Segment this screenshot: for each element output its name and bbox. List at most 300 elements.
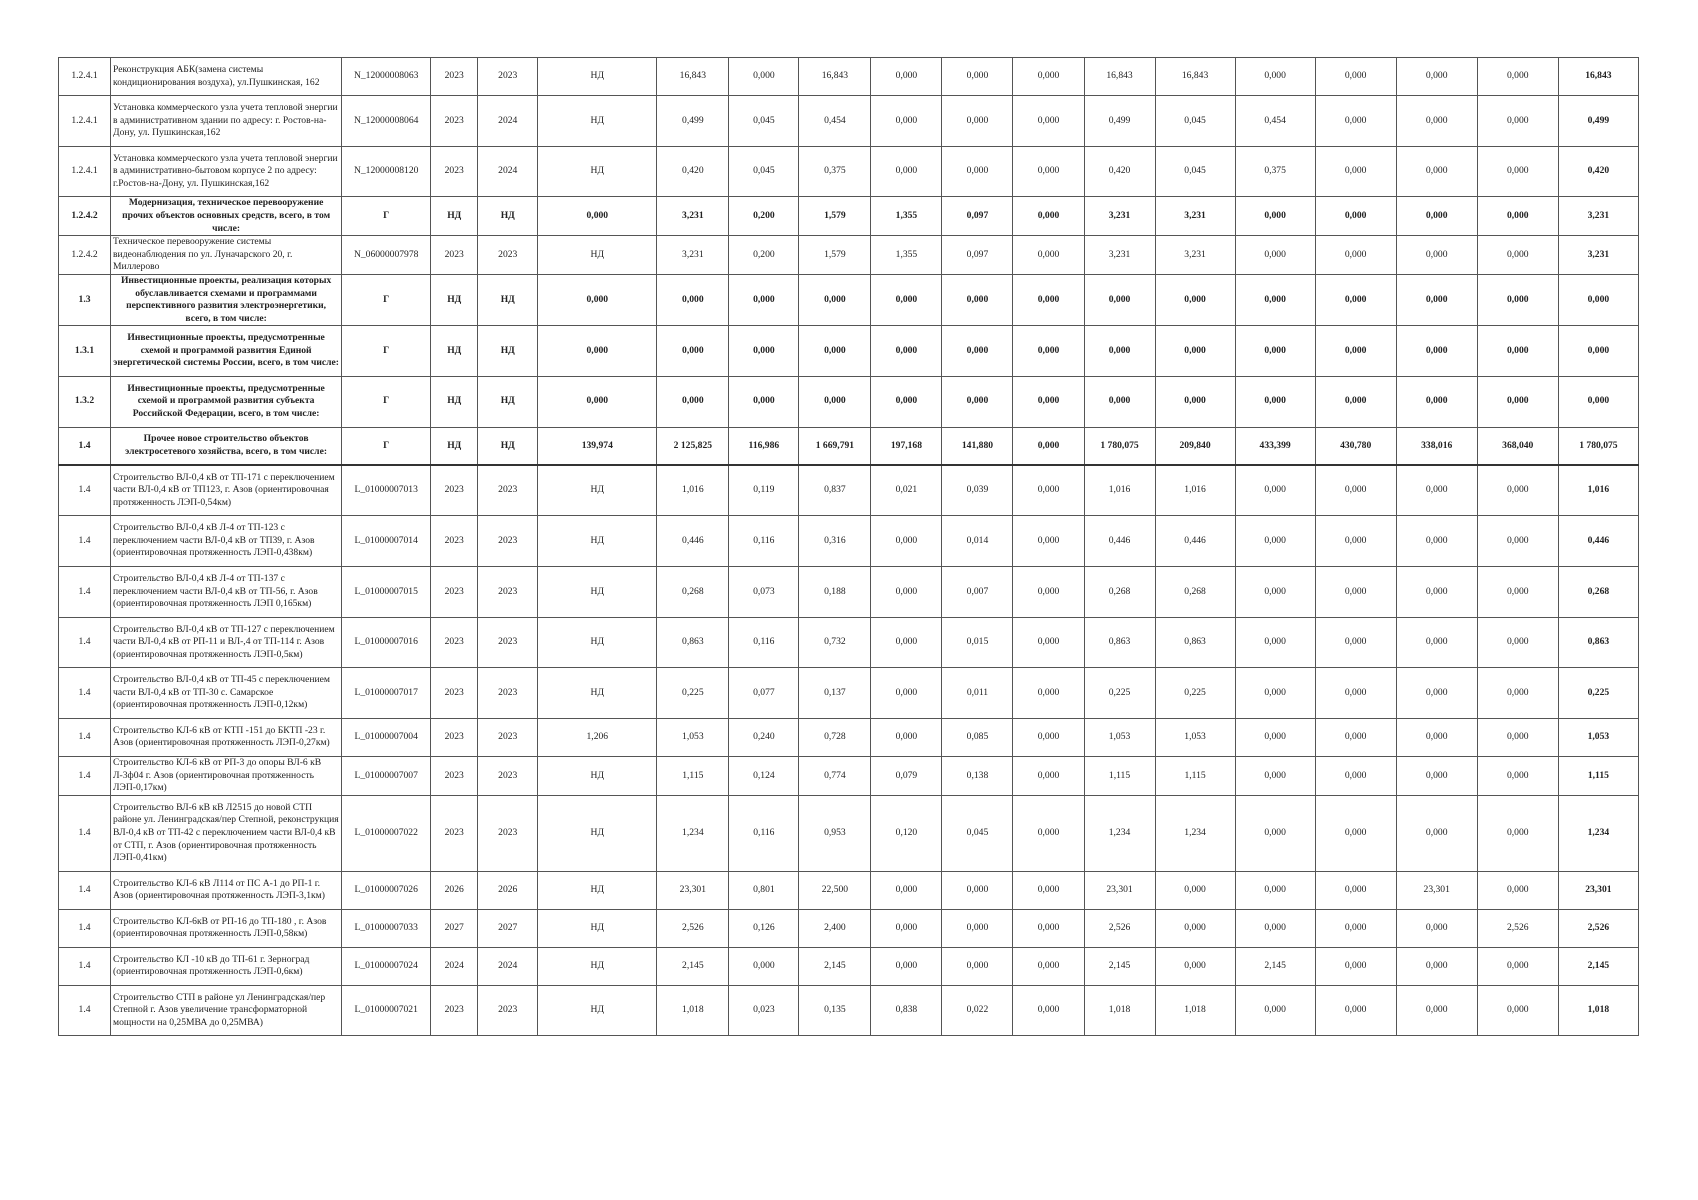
row-value: 0,000 xyxy=(1013,668,1084,719)
row-value: 0,000 xyxy=(1235,668,1315,719)
table-row xyxy=(59,718,1639,756)
row-name: Строительство КЛ-6 кВ от КТП -151 до БКТП -23 г. Азов (ориентировочная протяженность ЛЭП-0,27км) xyxy=(111,718,342,756)
row-value: 0,000 xyxy=(942,96,1013,147)
row-value: 1,206 xyxy=(538,718,657,756)
row-value: 0,000 xyxy=(1155,909,1235,947)
row-value: 0,000 xyxy=(799,274,871,325)
row-total: 0,000 xyxy=(1558,326,1638,377)
row-end-year: 2024 xyxy=(478,146,538,197)
row-value: НД xyxy=(538,617,657,668)
row-value: 0,045 xyxy=(1155,96,1235,147)
row-value: 2,145 xyxy=(1084,947,1155,985)
row-value: 0,801 xyxy=(729,871,799,909)
row-value: НД xyxy=(538,58,657,96)
row-total: 1,234 xyxy=(1558,795,1638,871)
row-value: 0,000 xyxy=(1396,947,1477,985)
row-value: 1 780,075 xyxy=(1084,427,1155,465)
row-value: 0,000 xyxy=(1235,465,1315,516)
row-value: 0,000 xyxy=(1155,376,1235,427)
row-name: Прочее новое строительство объектов электросетевого хозяйства, всего, в том числе: xyxy=(111,427,342,465)
row-total: 2,145 xyxy=(1558,947,1638,985)
row-code: 1.3 xyxy=(59,274,111,325)
row-value: 1,016 xyxy=(1155,465,1235,516)
row-value: 0,837 xyxy=(799,465,871,516)
row-value: 0,135 xyxy=(799,985,871,1036)
row-end-year: 2023 xyxy=(478,465,538,516)
row-value: 0,138 xyxy=(942,756,1013,795)
table-row xyxy=(59,756,1639,795)
row-value: 0,022 xyxy=(942,985,1013,1036)
table-row xyxy=(59,274,1639,325)
row-start-year: 2023 xyxy=(431,718,478,756)
row-value: 0,097 xyxy=(942,197,1013,236)
table-row xyxy=(59,985,1639,1036)
row-value: 3,231 xyxy=(1084,197,1155,236)
row-total: 16,843 xyxy=(1558,58,1638,96)
row-value: 0,000 xyxy=(1235,566,1315,617)
row-value: НД xyxy=(538,795,657,871)
row-code: 1.3.1 xyxy=(59,326,111,377)
row-value: 0,000 xyxy=(1396,617,1477,668)
row-value: НД xyxy=(538,871,657,909)
row-value: 0,000 xyxy=(1396,465,1477,516)
row-total: 0,225 xyxy=(1558,668,1638,719)
table-row xyxy=(59,668,1639,719)
row-value: 0,000 xyxy=(1235,617,1315,668)
row-value: 0,000 xyxy=(1477,516,1558,567)
row-value: 0,000 xyxy=(1477,566,1558,617)
row-name: Модернизация, техническое перевооружение прочих объектов основных средств, всего, в том числе: xyxy=(111,197,342,236)
row-value: НД xyxy=(538,516,657,567)
row-start-year: 2023 xyxy=(431,795,478,871)
row-value: 2,526 xyxy=(1477,909,1558,947)
row-value: 0,000 xyxy=(1396,197,1477,236)
row-start-year: 2023 xyxy=(431,96,478,147)
row-name: Инвестиционные проекты, предусмотренные схемой и программой развития субъекта Российской Федерации, всего, в том числе: xyxy=(111,376,342,427)
row-value: 0,446 xyxy=(1084,516,1155,567)
investment-table xyxy=(58,57,1639,1036)
row-value: 209,840 xyxy=(1155,427,1235,465)
row-value: 0,000 xyxy=(1235,985,1315,1036)
row-identifier: N_12000008064 xyxy=(342,96,431,147)
row-value: 0,000 xyxy=(1155,947,1235,985)
row-value: 0,838 xyxy=(871,985,942,1036)
row-value: 0,000 xyxy=(871,718,942,756)
row-end-year: 2023 xyxy=(478,795,538,871)
row-value: 0,000 xyxy=(1477,197,1558,236)
row-code: 1.2.4.1 xyxy=(59,58,111,96)
row-value: 0,039 xyxy=(942,465,1013,516)
row-value: 1,115 xyxy=(1084,756,1155,795)
table-row xyxy=(59,465,1639,516)
row-total: 23,301 xyxy=(1558,871,1638,909)
row-identifier: L_01000007026 xyxy=(342,871,431,909)
row-value: 0,000 xyxy=(657,274,729,325)
row-name: Инвестиционные проекты, предусмотренные схемой и программой развития Единой энергетической системы России, всего, в том числе: xyxy=(111,326,342,377)
row-total: 0,446 xyxy=(1558,516,1638,567)
row-value: 0,499 xyxy=(1084,96,1155,147)
row-value: 1 669,791 xyxy=(799,427,871,465)
row-value: 1,234 xyxy=(1084,795,1155,871)
row-value: 0,000 xyxy=(729,947,799,985)
row-value: 0,000 xyxy=(1155,274,1235,325)
row-start-year: НД xyxy=(431,427,478,465)
row-identifier: L_01000007004 xyxy=(342,718,431,756)
row-value: 0,000 xyxy=(1315,516,1396,567)
row-value: 0,000 xyxy=(1396,274,1477,325)
table-row xyxy=(59,947,1639,985)
row-value: 338,016 xyxy=(1396,427,1477,465)
row-total: 3,231 xyxy=(1558,197,1638,236)
row-start-year: 2023 xyxy=(431,668,478,719)
row-value: 0,000 xyxy=(1013,376,1084,427)
row-value: 0,454 xyxy=(799,96,871,147)
row-value: 3,231 xyxy=(1084,236,1155,275)
row-value: 0,137 xyxy=(799,668,871,719)
row-value: 0,015 xyxy=(942,617,1013,668)
row-value: 0,268 xyxy=(1084,566,1155,617)
row-value: 1,115 xyxy=(657,756,729,795)
row-value: 0,000 xyxy=(1477,376,1558,427)
row-value: 0,200 xyxy=(729,197,799,236)
row-start-year: НД xyxy=(431,197,478,236)
row-value: 16,843 xyxy=(799,58,871,96)
row-value: 0,200 xyxy=(729,236,799,275)
row-value: 0,000 xyxy=(1315,617,1396,668)
row-code: 1.4 xyxy=(59,756,111,795)
row-value: 0,097 xyxy=(942,236,1013,275)
row-start-year: 2023 xyxy=(431,985,478,1036)
row-value: 2 125,825 xyxy=(657,427,729,465)
row-value: 0,000 xyxy=(1396,795,1477,871)
row-code: 1.4 xyxy=(59,668,111,719)
row-name: Строительство ВЛ-0,4 кВ от ТП-171 с переключением части ВЛ-0,4 кВ от ТП123, г. Азов (ориентировочная протяженность ЛЭП-0,54км) xyxy=(111,465,342,516)
row-value: 2,400 xyxy=(799,909,871,947)
row-value: 0,000 xyxy=(942,871,1013,909)
row-identifier: L_01000007033 xyxy=(342,909,431,947)
row-value: 0,000 xyxy=(1235,516,1315,567)
row-value: 0,000 xyxy=(942,146,1013,197)
row-value: 0,000 xyxy=(1315,376,1396,427)
row-value: 0,774 xyxy=(799,756,871,795)
row-value: 0,420 xyxy=(657,146,729,197)
row-value: НД xyxy=(538,756,657,795)
row-end-year: 2023 xyxy=(478,718,538,756)
row-total: 1 780,075 xyxy=(1558,427,1638,465)
row-value: 0,000 xyxy=(871,146,942,197)
row-name: Строительство ВЛ-0,4 кВ Л-4 от ТП-137 с переключением части ВЛ-0,4 кВ от ТП-56, г. Азов (ориентировочная протяженность ЛЭП 0,165км) xyxy=(111,566,342,617)
row-name: Строительство КЛ-6 кВ от РП-3 до опоры ВЛ-6 кВ Л-3ф04 г. Азов (ориентировочная протяженность ЛЭП-0,17км) xyxy=(111,756,342,795)
row-value: 0,000 xyxy=(1477,718,1558,756)
row-total: 0,420 xyxy=(1558,146,1638,197)
row-value: 0,000 xyxy=(1477,871,1558,909)
row-value: 0,268 xyxy=(1155,566,1235,617)
row-total: 0,000 xyxy=(1558,274,1638,325)
row-value: 0,000 xyxy=(942,909,1013,947)
row-identifier: L_01000007016 xyxy=(342,617,431,668)
row-end-year: 2023 xyxy=(478,756,538,795)
row-end-year: НД xyxy=(478,427,538,465)
row-end-year: 2024 xyxy=(478,96,538,147)
row-code: 1.2.4.2 xyxy=(59,236,111,275)
row-value: 0,045 xyxy=(729,96,799,147)
row-value: 3,231 xyxy=(657,197,729,236)
row-value: 0,000 xyxy=(871,326,942,377)
row-value: 0,000 xyxy=(942,58,1013,96)
row-end-year: НД xyxy=(478,197,538,236)
row-identifier: L_01000007021 xyxy=(342,985,431,1036)
row-code: 1.4 xyxy=(59,516,111,567)
row-value: 0,000 xyxy=(1013,718,1084,756)
row-total: 1,053 xyxy=(1558,718,1638,756)
row-identifier: L_01000007014 xyxy=(342,516,431,567)
row-value: НД xyxy=(538,947,657,985)
row-total: 1,018 xyxy=(1558,985,1638,1036)
row-value: 0,000 xyxy=(1315,274,1396,325)
row-value: 0,116 xyxy=(729,516,799,567)
row-value: 1,018 xyxy=(657,985,729,1036)
row-value: 0,000 xyxy=(1235,58,1315,96)
row-value: 0,000 xyxy=(1013,326,1084,377)
row-start-year: 2023 xyxy=(431,516,478,567)
row-value: 16,843 xyxy=(1084,58,1155,96)
table-row xyxy=(59,516,1639,567)
row-value: 1,018 xyxy=(1155,985,1235,1036)
row-value: 0,000 xyxy=(1315,197,1396,236)
row-value: 0,000 xyxy=(1315,718,1396,756)
table-row xyxy=(59,427,1639,465)
row-start-year: 2023 xyxy=(431,236,478,275)
row-value: 0,000 xyxy=(1396,668,1477,719)
row-value: 0,000 xyxy=(1013,197,1084,236)
row-value: 0,000 xyxy=(1315,58,1396,96)
table-body xyxy=(59,58,1639,1036)
row-value: 0,000 xyxy=(942,326,1013,377)
row-value: 0,000 xyxy=(1315,465,1396,516)
row-value: 0,000 xyxy=(1084,326,1155,377)
row-total: 2,526 xyxy=(1558,909,1638,947)
row-value: 0,000 xyxy=(1155,326,1235,377)
row-value: НД xyxy=(538,96,657,147)
row-value: 0,000 xyxy=(1013,871,1084,909)
row-value: 0,000 xyxy=(1235,795,1315,871)
row-start-year: 2027 xyxy=(431,909,478,947)
row-start-year: 2023 xyxy=(431,617,478,668)
row-total: 0,499 xyxy=(1558,96,1638,147)
row-code: 1.4 xyxy=(59,947,111,985)
row-value: 0,000 xyxy=(1477,96,1558,147)
row-end-year: 2023 xyxy=(478,58,538,96)
row-value: 0,454 xyxy=(1235,96,1315,147)
row-value: 0,000 xyxy=(1235,236,1315,275)
row-code: 1.4 xyxy=(59,795,111,871)
row-value: 0,000 xyxy=(1396,236,1477,275)
row-value: 0,000 xyxy=(1235,376,1315,427)
row-code: 1.2.4.2 xyxy=(59,197,111,236)
row-end-year: 2027 xyxy=(478,909,538,947)
row-value: 0,000 xyxy=(871,516,942,567)
row-value: 0,000 xyxy=(538,197,657,236)
row-value: 1,018 xyxy=(1084,985,1155,1036)
row-code: 1.2.4.1 xyxy=(59,96,111,147)
row-value: 0,000 xyxy=(1396,985,1477,1036)
row-end-year: НД xyxy=(478,274,538,325)
row-value: 0,863 xyxy=(1155,617,1235,668)
row-value: 1,355 xyxy=(871,197,942,236)
row-identifier: N_06000007978 xyxy=(342,236,431,275)
row-value: 0,000 xyxy=(1315,326,1396,377)
row-total: 0,000 xyxy=(1558,376,1638,427)
row-value: 0,000 xyxy=(871,376,942,427)
row-value: НД xyxy=(538,909,657,947)
row-code: 1.4 xyxy=(59,909,111,947)
row-value: 0,446 xyxy=(1155,516,1235,567)
row-value: 0,240 xyxy=(729,718,799,756)
row-code: 1.4 xyxy=(59,617,111,668)
row-value: НД xyxy=(538,465,657,516)
row-value: 0,000 xyxy=(729,274,799,325)
row-code: 1.4 xyxy=(59,871,111,909)
row-identifier: Г xyxy=(342,197,431,236)
row-name: Строительство КЛ -10 кВ до ТП-61 г. Зерноград (ориентировочная протяженность ЛЭП-0,6км) xyxy=(111,947,342,985)
row-value: 0,120 xyxy=(871,795,942,871)
row-value: 0,073 xyxy=(729,566,799,617)
row-value: 0,000 xyxy=(1477,668,1558,719)
row-value: 0,045 xyxy=(1155,146,1235,197)
row-start-year: 2026 xyxy=(431,871,478,909)
row-value: 0,000 xyxy=(1155,871,1235,909)
row-start-year: НД xyxy=(431,376,478,427)
row-value: 0,119 xyxy=(729,465,799,516)
row-value: 0,000 xyxy=(799,326,871,377)
row-name: Техническое перевооружение системы видеонаблюдения по ул. Луначарского 20, г. Миллерово xyxy=(111,236,342,275)
row-value: 0,000 xyxy=(1013,96,1084,147)
row-value: 368,040 xyxy=(1477,427,1558,465)
row-value: 2,145 xyxy=(799,947,871,985)
table-row xyxy=(59,58,1639,96)
row-code: 1.2.4.1 xyxy=(59,146,111,197)
row-value: 16,843 xyxy=(1155,58,1235,96)
row-value: 1,053 xyxy=(1155,718,1235,756)
row-name: Инвестиционные проекты, реализация которых обуславливается схемами и программами перспективного развития электроэнергетики, всего, в том числе: xyxy=(111,274,342,325)
table-row xyxy=(59,96,1639,147)
row-value: 0,000 xyxy=(1396,376,1477,427)
row-value: 0,225 xyxy=(1084,668,1155,719)
row-value: 1,053 xyxy=(1084,718,1155,756)
row-value: 0,446 xyxy=(657,516,729,567)
row-end-year: 2023 xyxy=(478,985,538,1036)
row-value: 0,375 xyxy=(1235,146,1315,197)
row-value: 0,000 xyxy=(1477,58,1558,96)
row-value: 0,000 xyxy=(1315,566,1396,617)
row-value: 1,016 xyxy=(657,465,729,516)
table-row xyxy=(59,617,1639,668)
row-value: 1,579 xyxy=(799,197,871,236)
row-value: 23,301 xyxy=(1396,871,1477,909)
row-end-year: НД xyxy=(478,376,538,427)
row-value: 0,953 xyxy=(799,795,871,871)
row-name: Строительство КЛ-6 кВ Л114 от ПС А-1 до РП-1 г. Азов (ориентировочная протяженность ЛЭП-3,1км) xyxy=(111,871,342,909)
row-value: НД xyxy=(538,236,657,275)
row-value: 0,268 xyxy=(657,566,729,617)
row-value: 2,526 xyxy=(1084,909,1155,947)
row-code: 1.4 xyxy=(59,566,111,617)
table-row xyxy=(59,236,1639,275)
row-value: 0,000 xyxy=(871,871,942,909)
row-value: 0,021 xyxy=(871,465,942,516)
row-value: 0,000 xyxy=(729,58,799,96)
table-row xyxy=(59,197,1639,236)
row-identifier: Г xyxy=(342,274,431,325)
row-value: НД xyxy=(538,668,657,719)
row-name: Строительство ВЛ-0,4 кВ Л-4 от ТП-123 с переключением части ВЛ-0,4 кВ от ТП39, г. Азов (ориентировочная протяженность ЛЭП-0,438км) xyxy=(111,516,342,567)
row-start-year: 2024 xyxy=(431,947,478,985)
row-value: 0,000 xyxy=(1235,871,1315,909)
row-identifier: N_12000008120 xyxy=(342,146,431,197)
row-value: 1,016 xyxy=(1084,465,1155,516)
row-end-year: НД xyxy=(478,326,538,377)
row-value: 0,014 xyxy=(942,516,1013,567)
row-value: 0,000 xyxy=(1084,274,1155,325)
row-value: 0,000 xyxy=(1013,566,1084,617)
row-value: 0,000 xyxy=(1013,427,1084,465)
row-start-year: 2023 xyxy=(431,566,478,617)
row-value: 0,079 xyxy=(871,756,942,795)
row-identifier: L_01000007015 xyxy=(342,566,431,617)
row-total: 3,231 xyxy=(1558,236,1638,275)
row-value: 0,000 xyxy=(1315,909,1396,947)
row-name: Строительство СТП в районе ул Ленинградская/пер Степной г. Азов увеличение трансформаторной мощности на 0,25МВА до 0,25МВА) xyxy=(111,985,342,1036)
row-start-year: 2023 xyxy=(431,756,478,795)
row-value: 0,000 xyxy=(871,566,942,617)
row-start-year: 2023 xyxy=(431,146,478,197)
row-code: 1.4 xyxy=(59,465,111,516)
row-value: 0,000 xyxy=(1477,465,1558,516)
row-value: 2,145 xyxy=(1235,947,1315,985)
row-value: 0,225 xyxy=(1155,668,1235,719)
row-end-year: 2023 xyxy=(478,668,538,719)
row-value: 0,000 xyxy=(1315,795,1396,871)
row-value: 0,000 xyxy=(1013,236,1084,275)
row-value: 0,000 xyxy=(538,326,657,377)
row-value: 0,000 xyxy=(1315,756,1396,795)
row-code: 1.4 xyxy=(59,985,111,1036)
row-value: 0,375 xyxy=(799,146,871,197)
table-row xyxy=(59,146,1639,197)
row-identifier: Г xyxy=(342,427,431,465)
row-value: 0,000 xyxy=(1235,718,1315,756)
row-value: 0,000 xyxy=(1396,58,1477,96)
row-value: 433,399 xyxy=(1235,427,1315,465)
row-value: 0,085 xyxy=(942,718,1013,756)
row-value: 0,000 xyxy=(1315,871,1396,909)
table-row xyxy=(59,795,1639,871)
row-total: 0,863 xyxy=(1558,617,1638,668)
row-value: 0,000 xyxy=(1013,274,1084,325)
row-value: 0,000 xyxy=(1235,756,1315,795)
row-value: 0,000 xyxy=(1084,376,1155,427)
row-value: 1,115 xyxy=(1155,756,1235,795)
row-value: 1,355 xyxy=(871,236,942,275)
row-end-year: 2026 xyxy=(478,871,538,909)
row-value: 2,526 xyxy=(657,909,729,947)
row-value: 0,000 xyxy=(942,274,1013,325)
row-value: 0,000 xyxy=(1013,947,1084,985)
row-value: 0,000 xyxy=(799,376,871,427)
row-value: 116,986 xyxy=(729,427,799,465)
row-value: 1,234 xyxy=(657,795,729,871)
table-row xyxy=(59,566,1639,617)
